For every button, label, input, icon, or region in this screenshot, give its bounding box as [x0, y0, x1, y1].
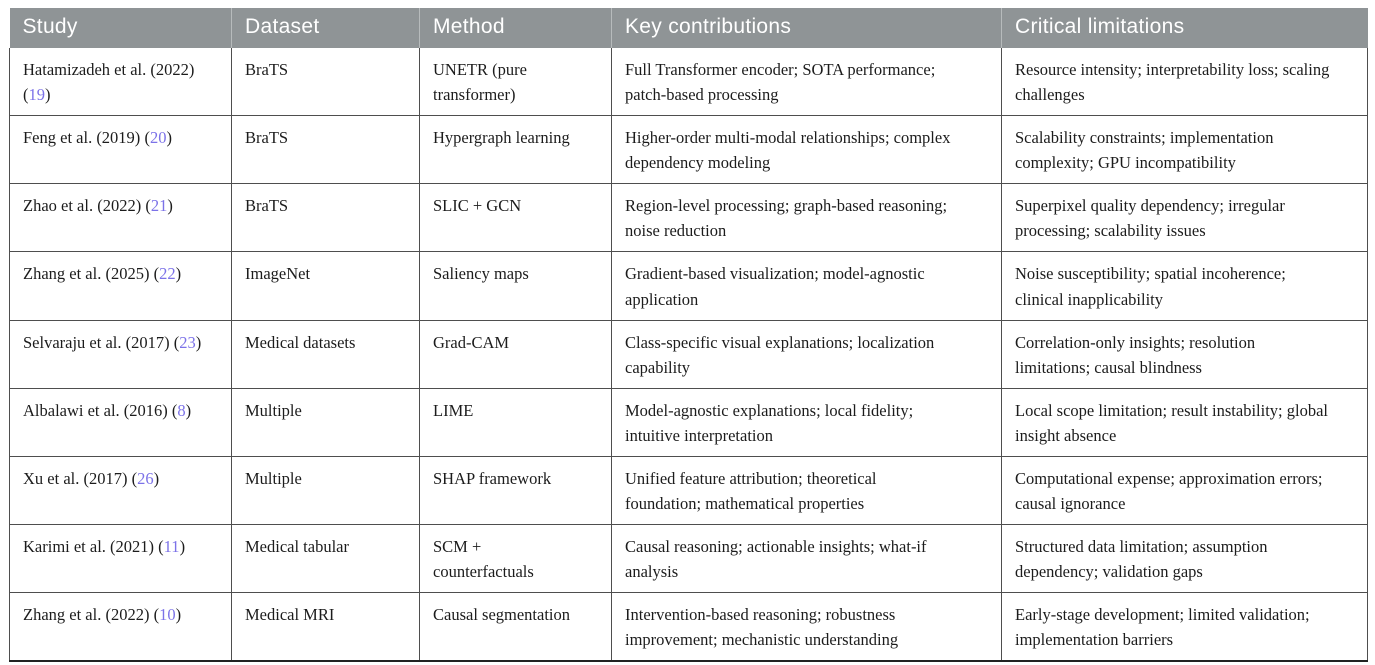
table-row — [10, 320, 1368, 388]
study-text: Albalawi et al. (2016) — [23, 400, 168, 420]
citation-link[interactable]: 19 — [28, 85, 45, 105]
cell-dataset: Medical tabular — [232, 525, 420, 593]
cell-contributions: Region-level processing; graph-based reasoning; noise reduction — [612, 184, 1002, 252]
table-header — [10, 8, 1368, 48]
cell-dataset: ImageNet — [232, 252, 420, 320]
cell-contributions: Unified feature attribution; theoretical foundation; mathematical properties — [612, 456, 1002, 524]
citation-link[interactable]: 8 — [177, 400, 186, 420]
cell-study: Albalawi et al. (2016) (8) — [10, 388, 232, 456]
study-text: Zhang et al. (2025) — [23, 264, 150, 284]
column-header-method: Method — [420, 8, 612, 48]
cell-limitations: Resource intensity; interpretability loss; scaling challenges — [1002, 48, 1368, 116]
cell-dataset: BraTS — [232, 48, 420, 116]
cell-dataset: Medical datasets — [232, 320, 420, 388]
cell-dataset: Medical MRI — [232, 593, 420, 662]
cell-study: Hatamizadeh et al. (2022) (19) — [10, 48, 232, 116]
study-text: Feng et al. (2019) — [23, 128, 141, 148]
table-row — [10, 593, 1368, 662]
cell-limitations: Scalability constraints; implementation complexity; GPU incompatibility — [1002, 116, 1368, 184]
cell-method: LIME — [420, 388, 612, 456]
cell-limitations: Noise susceptibility; spatial incoherence; clinical inapplicability — [1002, 252, 1368, 320]
cell-dataset: Multiple — [232, 456, 420, 524]
cell-dataset: BraTS — [232, 116, 420, 184]
cell-study: Zhang et al. (2025) (22) — [10, 252, 232, 320]
literature-review-table — [9, 8, 1368, 662]
cell-contributions: Model-agnostic explanations; local fidelity; intuitive interpretation — [612, 388, 1002, 456]
cell-limitations: Local scope limitation; result instability; global insight absence — [1002, 388, 1368, 456]
column-header-dataset: Dataset — [232, 8, 420, 48]
table-row — [10, 456, 1368, 524]
citation-link[interactable]: 23 — [179, 332, 196, 352]
cell-method: UNETR (pure transformer) — [420, 48, 612, 116]
cell-contributions: Causal reasoning; actionable insights; what-if analysis — [612, 525, 1002, 593]
citation-link[interactable]: 11 — [163, 537, 180, 557]
table-row — [10, 184, 1368, 252]
citation-link[interactable]: 22 — [159, 264, 176, 284]
study-text: Hatamizadeh et al. (2022) — [23, 60, 195, 79]
cell-method: SCM + counterfactuals — [420, 525, 612, 593]
table-row — [10, 525, 1368, 593]
citation-link[interactable]: 21 — [150, 196, 168, 216]
cell-method: SHAP framework — [420, 456, 612, 524]
cell-contributions: Gradient-based visualization; model-agnostic application — [612, 252, 1002, 320]
cell-dataset: BraTS — [232, 184, 420, 252]
table-row — [10, 388, 1368, 456]
cell-study: Zhao et al. (2022) (21) — [10, 184, 232, 252]
cell-method: Saliency maps — [420, 252, 612, 320]
cell-study: Zhang et al. (2022) (10) — [10, 593, 232, 662]
table-row — [10, 48, 1368, 116]
citation-link[interactable]: 26 — [137, 468, 154, 488]
cell-study: Karimi et al. (2021) (11) — [10, 525, 232, 593]
cell-limitations: Correlation-only insights; resolution limitations; causal blindness — [1002, 320, 1368, 388]
cell-limitations: Structured data limitation; assumption dependency; validation gaps — [1002, 525, 1368, 593]
study-text: Xu et al. (2017) — [23, 468, 128, 488]
cell-contributions: Full Transformer encoder; SOTA performance; patch-based processing — [612, 48, 1002, 116]
cell-study: Xu et al. (2017) (26) — [10, 456, 232, 524]
cell-limitations: Early-stage development; limited validation; implementation barriers — [1002, 593, 1368, 662]
study-text: Zhao et al. (2022) — [23, 196, 142, 216]
cell-limitations: Superpixel quality dependency; irregular processing; scalability issues — [1002, 184, 1368, 252]
header-row — [10, 8, 1368, 48]
cell-method: Grad-CAM — [420, 320, 612, 388]
column-header-contributions: Key contributions — [612, 8, 1002, 48]
study-text: Karimi et al. (2021) — [23, 537, 155, 557]
cell-contributions: Intervention-based reasoning; robustness improvement; mechanistic understanding — [612, 593, 1002, 662]
table-row — [10, 252, 1368, 320]
cell-contributions: Class-specific visual explanations; localization capability — [612, 320, 1002, 388]
cell-dataset: Multiple — [232, 388, 420, 456]
table-body — [10, 48, 1368, 661]
cell-method: SLIC + GCN — [420, 184, 612, 252]
cell-contributions: Higher-order multi-modal relationships; complex dependency modeling — [612, 116, 1002, 184]
study-text: Zhang et al. (2022) — [23, 605, 150, 625]
literature-review-table-container — [9, 8, 1367, 662]
cell-study: Selvaraju et al. (2017) (23) — [10, 320, 232, 388]
table-row — [10, 116, 1368, 184]
cell-method: Causal segmentation — [420, 593, 612, 662]
column-header-limitations: Critical limitations — [1002, 8, 1368, 48]
cell-method: Hypergraph learning — [420, 116, 612, 184]
study-text: Selvaraju et al. (2017) — [23, 332, 170, 352]
citation-link[interactable]: 10 — [159, 605, 176, 625]
column-header-study: Study — [10, 8, 232, 48]
citation-link[interactable]: 20 — [149, 128, 167, 148]
cell-study: Feng et al. (2019) (20) — [10, 116, 232, 184]
cell-limitations: Computational expense; approximation errors; causal ignorance — [1002, 456, 1368, 524]
